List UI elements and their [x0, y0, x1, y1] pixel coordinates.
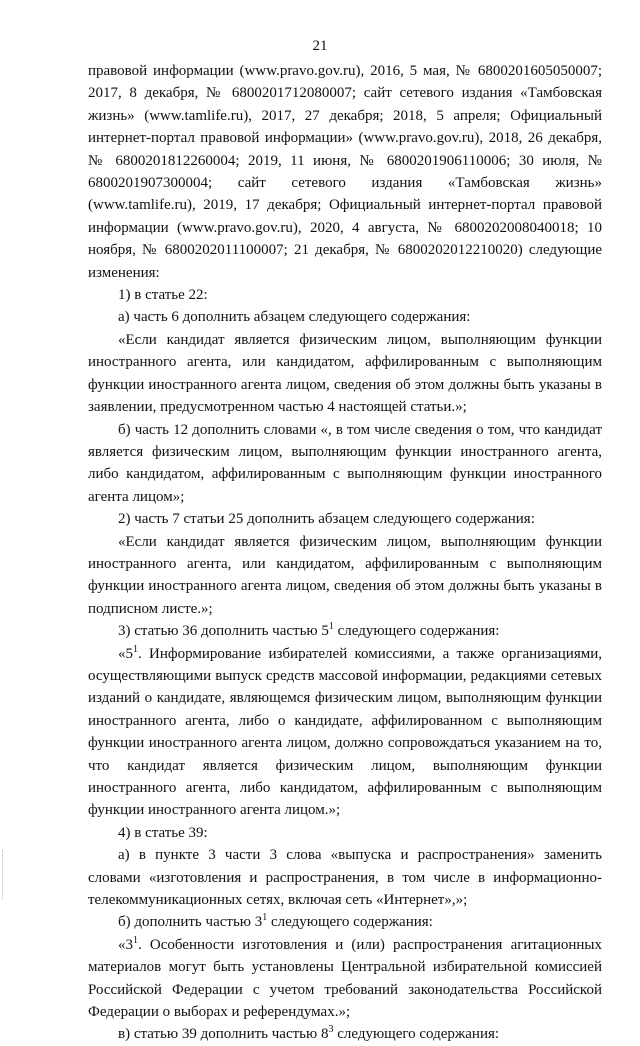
- superscript: 1: [328, 621, 334, 633]
- text-run: б) дополнить частью 3: [118, 914, 263, 931]
- paragraph-quote-2: «Если кандидат является физическим лицом, выполняющим функции иностранного агента, или кандидатом, аффилированным с выполняющим функции иностранного агента лицом, сведения об этом должны быть указаны в подписном листе.»;: [88, 533, 602, 617]
- superscript: 1: [262, 912, 268, 924]
- text-run: в) статью 39 дополнить частью 8: [118, 1026, 329, 1043]
- paragraph-item-4a: а) в пункте 3 части 3 слова «выпуска и распространения» заменить словами «изготовления и распространения, в том числе в информационно-телекоммуникационных сетях, включая сеть «Интернет»,»;: [88, 847, 602, 909]
- text-run: «3: [118, 936, 133, 953]
- paragraph-publication-list: правовой информации (www.pravo.gov.ru), 2016, 5 мая, № 6800201605050007; 2017, 8 декабря, № 6800201712080007; сайт сетевого издания «Тамбовская жизнь» (www.tamlife.ru), 2017, 27 декабря; 2018, 5 апреля; Официальный интернет-портал правовой информации» (www.pravo.gov.ru), 2018, 26 декабря, № 6800201812260004; 2019, 11 июня, № 6800201906110006; 30 июля, № 6800201907300004; сайт сетевого издания «Тамбовская жизнь» (www.tamlife.ru), 2019, 17 декабря; Официальный интернет-портал правовой информации (www.pravo.gov.ru), 2020, 4 августа, № 6800202008040018; 10 ноября, № 6800202011100007; 21 декабря, № 6800202012210020) следующие изменения:: [88, 63, 602, 281]
- paragraph-item-1a: а) часть 6 дополнить абзацем следующего содержания:: [118, 309, 471, 326]
- paragraph-item-4c: [88, 1023, 602, 1045]
- paragraph-quote-4: [88, 934, 602, 1024]
- superscript: 1: [133, 643, 138, 655]
- paragraph-item-1b: б) часть 12 дополнить словами «, в том числе сведения о том, что кандидат является физическим лицом, выполняющим функции иностранного агента, либо кандидатом, аффилированным с выполняющим функции иностранного агента лицом»;: [88, 421, 602, 505]
- page-number: 21: [312, 38, 328, 54]
- paragraph-item-2: 2) часть 7 статьи 25 дополнить абзацем следующего содержания:: [118, 511, 535, 528]
- text-run: следующего содержания:: [267, 914, 433, 931]
- document-body: [88, 60, 602, 1046]
- paragraph-item-4b: [88, 911, 602, 933]
- text-run: следующего содержания:: [333, 623, 500, 640]
- paragraph-item-3: [88, 620, 602, 642]
- scan-edge-mark: [2, 850, 5, 900]
- superscript: 3: [328, 1024, 334, 1036]
- paragraph-item-4: 4) в статье 39:: [118, 824, 208, 841]
- text-run: 3) статью 36 дополнить частью 5: [118, 623, 329, 640]
- paragraph-quote-3: [88, 643, 602, 822]
- text-run: следующего содержания:: [333, 1026, 500, 1043]
- text-run: . Особенности изготовления и (или) распространения агитационных материалов могут быть установлены Центральной избирательной комиссией Российской Федерации с учетом требований законодательства Российской Федерации о выборах и референдумах.»;: [88, 936, 602, 1021]
- paragraph-quote-1: «Если кандидат является физическим лицом, выполняющим функции иностранного агента, или кандидатом, аффилированным с выполняющим функции иностранного агента лицом, сведения об этом должны быть указаны в заявлении, предусмотренном частью 4 настоящей статьи.»;: [88, 331, 602, 416]
- text-run: . Информирование избирателей комиссиями, а также организациями, осуществляющими выпуск средств массовой информации, редакциями сетевых изданий о кандидате, являющемся физическим лицом, выполняющим функции иностранного агента, либо о кандидате, аффилированном с выполняющим функции иностранного агента лицом, должно сопровождаться указанием на то, что кандидат является физическим лицом, выполняющим функции иностранного агента, либо кандидатом, аффилированным с выполняющим функции иностранного агента лицом.»;: [88, 645, 602, 819]
- text-run: «5: [118, 645, 133, 662]
- superscript: 1: [133, 934, 138, 946]
- paragraph-item-1: 1) в статье 22:: [118, 287, 208, 304]
